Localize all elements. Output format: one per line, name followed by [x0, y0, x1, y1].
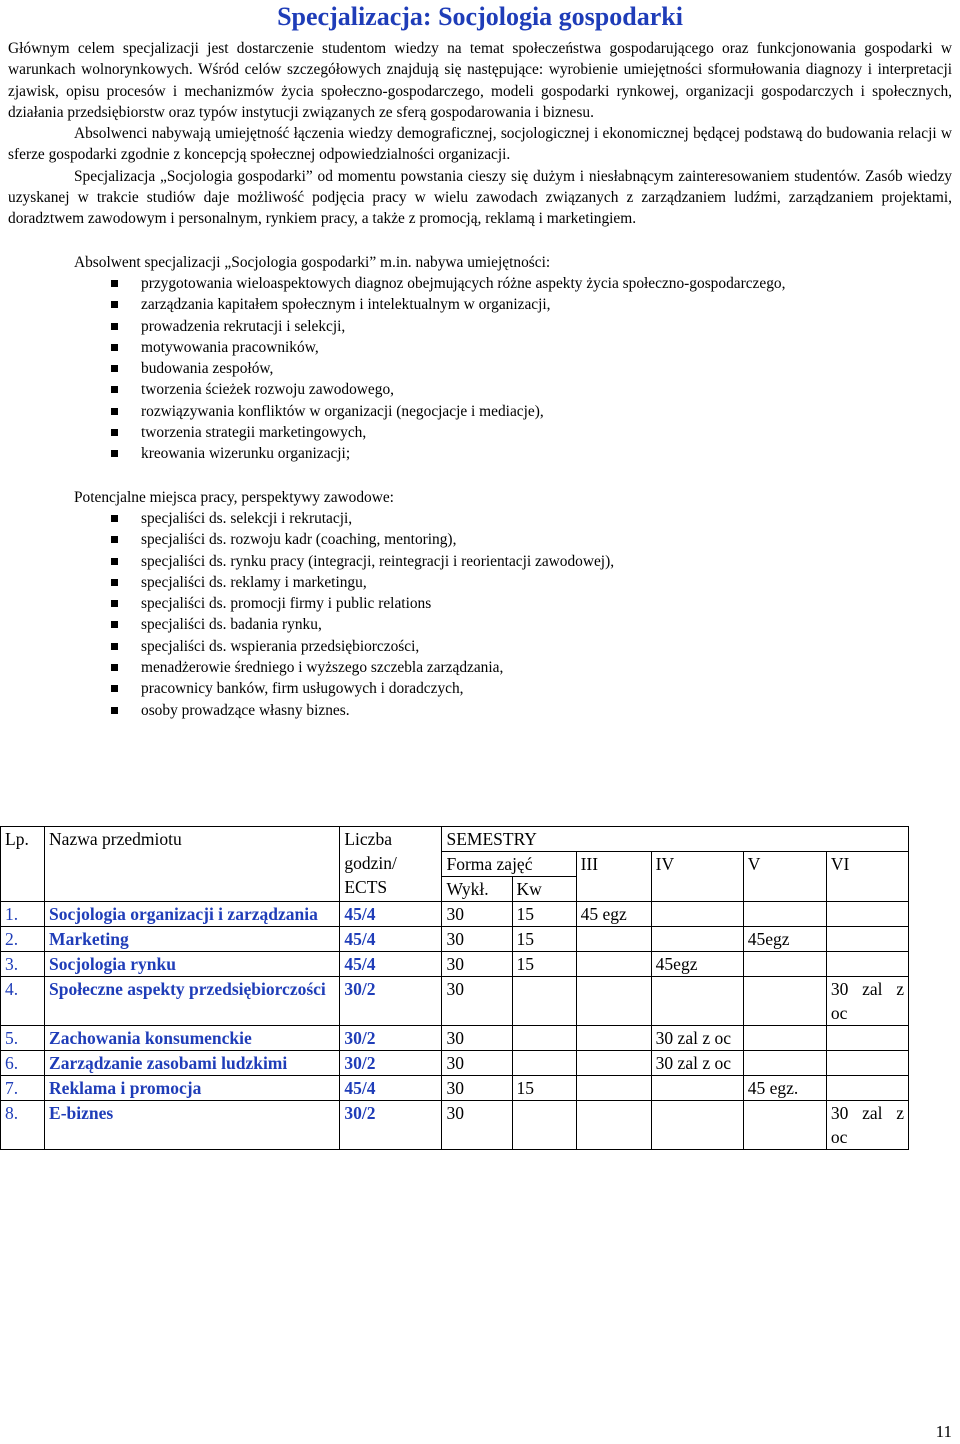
jobs-item-text: specjaliści ds. reklamy i marketingu,	[141, 573, 367, 591]
square-bullet-icon	[111, 600, 118, 607]
skills-item	[8, 358, 952, 379]
cell-sem-v	[743, 1051, 826, 1076]
skills-heading: Absolwent specjalizacji „Socjologia gospodarki” m.in. nabywa umiejętności:	[74, 253, 551, 271]
cell-sem-v: 45 egz.	[743, 1076, 826, 1101]
document-page	[8, 0, 952, 721]
cell-course-name: Socjologia rynku	[45, 952, 340, 977]
cell-sem-vi: 30 zal z oc	[826, 1101, 908, 1150]
cell-wykl: 30	[442, 1076, 512, 1101]
cell-sem-iv	[651, 1076, 743, 1101]
cell-course-name: Marketing	[45, 927, 340, 952]
cell-sem-v	[743, 902, 826, 927]
skills-item	[8, 294, 952, 315]
header-forma: Forma zajęć	[442, 852, 576, 877]
square-bullet-icon	[111, 323, 118, 330]
skills-list	[8, 273, 952, 465]
square-bullet-icon	[111, 664, 118, 671]
skills-item	[8, 401, 952, 422]
square-bullet-icon	[111, 685, 118, 692]
square-bullet-icon	[111, 429, 118, 436]
jobs-item-text: osoby prowadzące własny biznes.	[141, 701, 350, 719]
skills-item-text: motywowania pracowników,	[141, 338, 319, 356]
cell-hours: 30/2	[340, 977, 442, 1026]
jobs-item-text: specjaliści ds. rozwoju kadr (coaching, mentoring),	[141, 531, 457, 549]
skills-item	[8, 443, 952, 464]
course-table	[0, 826, 909, 1150]
jobs-item	[8, 529, 952, 550]
cell-sem-iii	[576, 952, 651, 977]
jobs-list	[8, 508, 952, 721]
jobs-item-text: pracownicy banków, firm usługowych i doradczych,	[141, 680, 464, 698]
skills-item-text: przygotowania wieloaspektowych diagnoz obejmujących różne aspekty życia społeczno-gospodarczego,	[141, 274, 786, 292]
skills-item-text: kreowania wizerunku organizacji;	[141, 445, 351, 463]
cell-kw: 15	[512, 927, 576, 952]
cell-sem-iv	[651, 902, 743, 927]
header-wykl: Wykł.	[442, 877, 512, 902]
cell-sem-iv	[651, 1101, 743, 1150]
cell-sem-iii	[576, 1101, 651, 1150]
square-bullet-icon	[111, 621, 118, 628]
cell-kw	[512, 977, 576, 1026]
table-row	[1, 977, 909, 1026]
skills-item-text: prowadzenia rekrutacji i selekcji,	[141, 317, 346, 335]
cell-sem-iv: 30 zal z oc	[651, 1051, 743, 1076]
skills-item	[8, 337, 952, 358]
cell-hours: 45/4	[340, 952, 442, 977]
cell-hours: 30/2	[340, 1101, 442, 1150]
cell-wykl: 30	[442, 1026, 512, 1051]
header-sem-iii: III	[576, 852, 651, 902]
skills-item-text: zarządzania kapitałem społecznym i intelektualnym w organizacji,	[141, 296, 551, 314]
table-row	[1, 1026, 909, 1051]
square-bullet-icon	[111, 536, 118, 543]
cell-kw: 15	[512, 902, 576, 927]
jobs-item	[8, 508, 952, 529]
cell-course-name: Socjologia organizacji i zarządzania	[45, 902, 340, 927]
skills-item	[8, 379, 952, 400]
cell-kw	[512, 1101, 576, 1150]
skills-item-text: budowania zespołów,	[141, 360, 274, 378]
table-row	[1, 952, 909, 977]
cell-hours: 45/4	[340, 902, 442, 927]
skills-item-text: tworzenia ścieżek rozwoju zawodowego,	[141, 381, 394, 399]
jobs-item-text: specjaliści ds. badania rynku,	[141, 616, 322, 634]
cell-kw	[512, 1026, 576, 1051]
header-sem-v: V	[743, 852, 826, 902]
cell-sem-v	[743, 1101, 826, 1150]
jobs-item-text: specjaliści ds. selekcji i rekrutacji,	[141, 509, 353, 527]
cell-sem-iii	[576, 1051, 651, 1076]
cell-sem-iii	[576, 1076, 651, 1101]
cell-sem-v	[743, 1026, 826, 1051]
header-semestry: SEMESTRY	[442, 827, 909, 852]
jobs-item	[8, 593, 952, 614]
header-name: Nazwa przedmiotu	[45, 827, 340, 902]
cell-lp: 3.	[1, 952, 45, 977]
square-bullet-icon	[111, 280, 118, 287]
cell-sem-v	[743, 977, 826, 1026]
jobs-item-text: specjaliści ds. wspierania przedsiębiorczości,	[141, 637, 420, 655]
cell-course-name: Reklama i promocja	[45, 1076, 340, 1101]
jobs-item-text: specjaliści ds. promocji firmy i public relations	[141, 595, 432, 613]
cell-sem-vi	[826, 902, 908, 927]
cell-hours: 45/4	[340, 1076, 442, 1101]
square-bullet-icon	[111, 643, 118, 650]
square-bullet-icon	[111, 579, 118, 586]
cell-hours: 45/4	[340, 927, 442, 952]
table-row	[1, 1101, 909, 1150]
cell-lp: 1.	[1, 902, 45, 927]
square-bullet-icon	[111, 408, 118, 415]
jobs-item-text: menadżerowie średniego i wyższego szczebla zarządzania,	[141, 659, 504, 677]
jobs-item	[8, 614, 952, 635]
jobs-heading: Potencjalne miejsca pracy, perspektywy zawodowe:	[74, 488, 394, 506]
cell-kw: 15	[512, 952, 576, 977]
header-kw: Kw	[512, 877, 576, 902]
jobs-item	[8, 572, 952, 593]
square-bullet-icon	[111, 707, 118, 714]
cell-sem-iii	[576, 1026, 651, 1051]
cell-sem-iii: 45 egz	[576, 902, 651, 927]
cell-hours: 30/2	[340, 1026, 442, 1051]
jobs-item	[8, 636, 952, 657]
cell-sem-iii	[576, 927, 651, 952]
square-bullet-icon	[111, 450, 118, 457]
cell-lp: 8.	[1, 1101, 45, 1150]
cell-sem-v	[743, 952, 826, 977]
cell-lp: 4.	[1, 977, 45, 1026]
square-bullet-icon	[111, 558, 118, 565]
intro-paragraph: Głównym celem specjalizacji jest dostarczenie studentom wiedzy na temat społeczeństwa gospodarującego oraz funkcjonowania gospodarki w warunkach wolnorynkowych. Wśród celów szczegółowych znajdują się następujące: wyrobienie umiejętności sformułowania diagnozy i interpretacji zjawisk, opisu procesów i mechanizmów życia społeczno-gospodarczego, modeli gospodarki rynkowej, organizacji gospodarczych i społecznych, działania przedsiębiorstw oraz typów instytucji związanych ze sferą gospodarowania i biznesu.	[8, 40, 952, 121]
cell-sem-vi	[826, 1026, 908, 1051]
header-sem-vi: VI	[826, 852, 908, 902]
square-bullet-icon	[111, 344, 118, 351]
cell-sem-iv	[651, 977, 743, 1026]
cell-sem-vi	[826, 1051, 908, 1076]
cell-wykl: 30	[442, 977, 512, 1026]
cell-sem-iv: 30 zal z oc	[651, 1026, 743, 1051]
table-row	[1, 1076, 909, 1101]
cell-course-name: Zarządzanie zasobami ludzkimi	[45, 1051, 340, 1076]
cell-hours: 30/2	[340, 1051, 442, 1076]
table-row	[1, 902, 909, 927]
skills-item	[8, 422, 952, 443]
cell-course-name: Społeczne aspekty przedsiębiorczości	[45, 977, 340, 1026]
cell-wykl: 30	[442, 902, 512, 927]
page-number: 11	[935, 1422, 952, 1441]
square-bullet-icon	[111, 365, 118, 372]
cell-sem-vi	[826, 1076, 908, 1101]
page-title: Specjalizacja: Socjologia gospodarki	[277, 2, 683, 31]
cell-sem-vi: 30 zal z oc	[826, 977, 908, 1026]
cell-course-name: E-biznes	[45, 1101, 340, 1150]
table-row	[1, 1051, 909, 1076]
jobs-item-text: specjaliści ds. rynku pracy (integracji, reintegracji i reorientacji zawodowej),	[141, 552, 615, 570]
square-bullet-icon	[111, 515, 118, 522]
jobs-item	[8, 551, 952, 572]
cell-sem-vi	[826, 927, 908, 952]
cell-sem-iii	[576, 977, 651, 1026]
cell-sem-iv: 45egz	[651, 952, 743, 977]
cell-wykl: 30	[442, 952, 512, 977]
header-lp: Lp.	[1, 827, 45, 902]
cell-lp: 2.	[1, 927, 45, 952]
header-sem-iv: IV	[651, 852, 743, 902]
cell-sem-vi	[826, 952, 908, 977]
header-hours: Liczba godzin/ ECTS	[340, 827, 442, 902]
square-bullet-icon	[111, 386, 118, 393]
graduates-paragraph: Absolwenci nabywają umiejętność łączenia wiedzy demograficznej, socjologicznej i ekonomicznej będącej podstawą do budowania relacji w sferze gospodarki zgodnie z koncepcją społecznej odpowiedzialności organizacji.	[8, 125, 952, 164]
cell-kw	[512, 1051, 576, 1076]
cell-lp: 7.	[1, 1076, 45, 1101]
cell-sem-v: 45egz	[743, 927, 826, 952]
cell-course-name: Zachowania konsumenckie	[45, 1026, 340, 1051]
cell-wykl: 30	[442, 1101, 512, 1150]
square-bullet-icon	[111, 301, 118, 308]
cell-lp: 5.	[1, 1026, 45, 1051]
cell-wykl: 30	[442, 1051, 512, 1076]
skills-item	[8, 273, 952, 294]
cell-sem-iv	[651, 927, 743, 952]
skills-item	[8, 316, 952, 337]
cell-kw: 15	[512, 1076, 576, 1101]
table-row	[1, 927, 909, 952]
skills-item-text: tworzenia strategii marketingowych,	[141, 424, 367, 442]
table-header-row	[1, 827, 909, 852]
jobs-item	[8, 678, 952, 699]
specialization-paragraph: Specjalizacja „Socjologia gospodarki” od momentu powstania cieszy się dużym i niesłabnącym zainteresowaniem studentów. Zasób wiedzy uzyskanej w trakcie studiów daje możliwość podjęcia pracy w wielu zawodach związanych z zarządzaniem ludźmi, zarządzaniem projektami, doradztwem zawodowym i personalnym, rynkiem pracy, a także z promocją, reklamą i marketingiem.	[8, 167, 952, 228]
cell-wykl: 30	[442, 927, 512, 952]
jobs-item	[8, 700, 952, 721]
jobs-item	[8, 657, 952, 678]
skills-item-text: rozwiązywania konfliktów w organizacji (negocjacje i mediacje),	[141, 402, 544, 420]
cell-lp: 6.	[1, 1051, 45, 1076]
